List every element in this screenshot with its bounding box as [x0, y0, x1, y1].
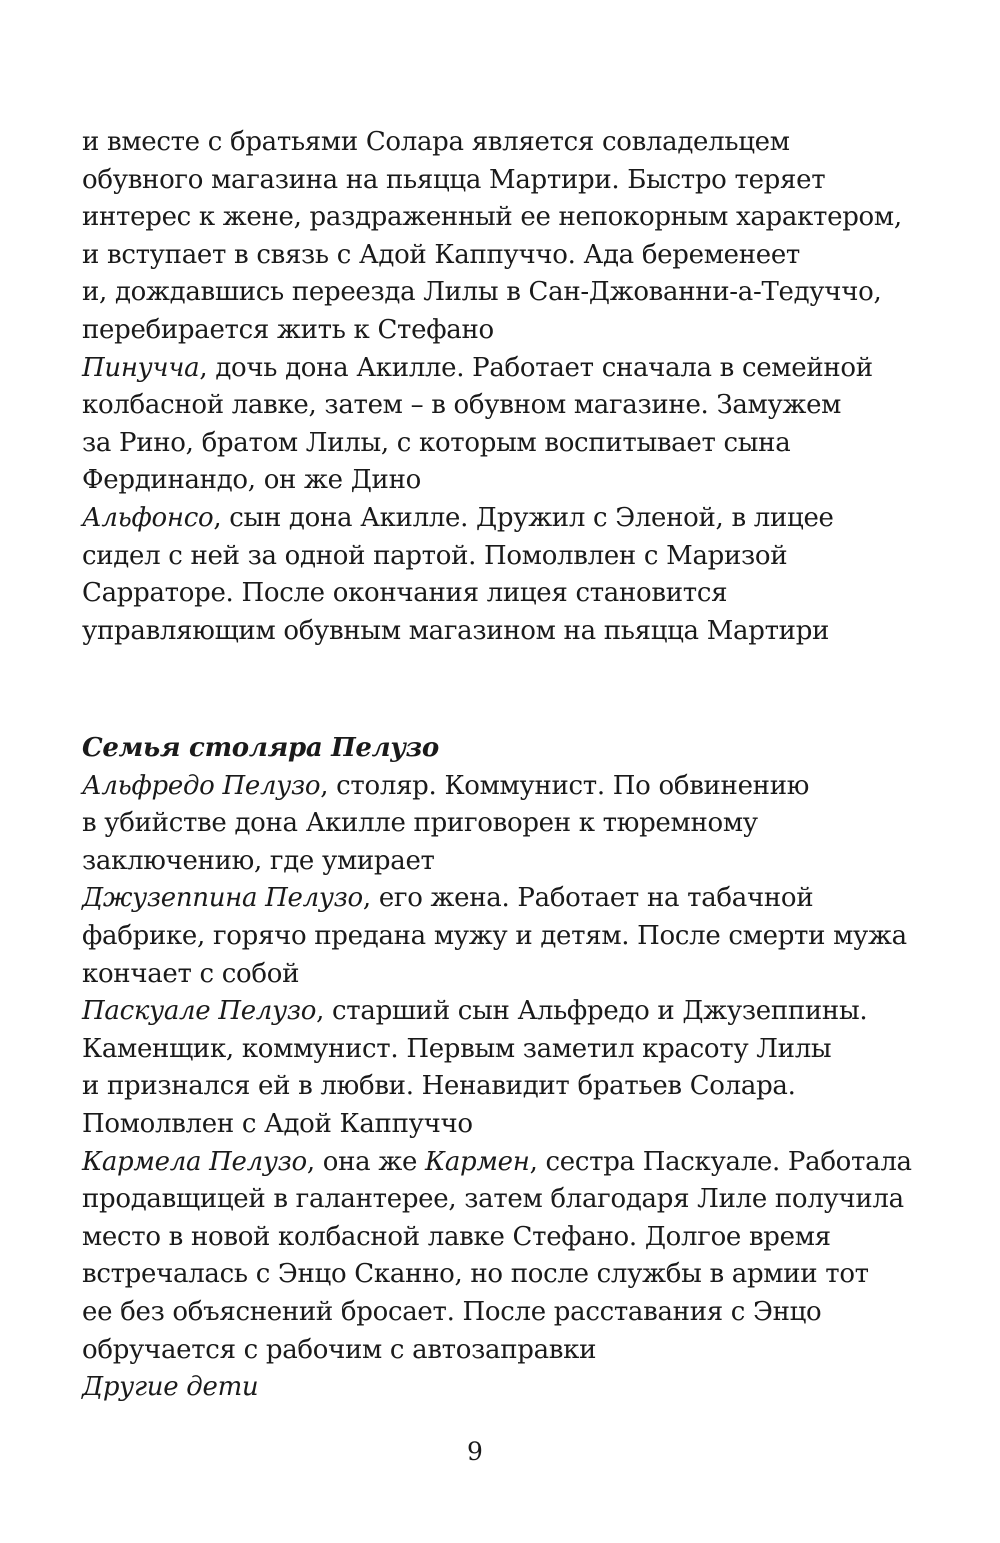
- text-line: встречалась с Энцо Сканно, но после службы в армии тот: [82, 1259, 869, 1290]
- text-line: колбасной лавке, затем – в обувном магазине. Замужем: [82, 390, 842, 421]
- character-description: , она же: [306, 1146, 426, 1177]
- character-description: , сестра Паскуале. Работала: [529, 1146, 912, 1177]
- text-line: Фердинандо, он же Дино: [82, 465, 421, 496]
- text-line: и вместе с братьями Солара является совладельцем: [82, 127, 790, 157]
- page-number: 9: [467, 1437, 483, 1466]
- character-description: , старший сын Альфредо и Джузеппины.: [316, 996, 868, 1027]
- text-line: обувного магазина на пьяцца Мартири. Быстро теряет: [82, 164, 826, 195]
- character-name: Джузеппина Пелузо: [82, 883, 363, 914]
- character-list-top: [82, 124, 912, 650]
- text-line: заключению, где умирает: [82, 845, 435, 876]
- character-entry-giuseppina: [82, 880, 912, 918]
- character-description: , дочь дона Акилле. Работает сначала в семейной: [199, 352, 873, 383]
- text-line: и, дождавшись переезда Лилы в Сан-Джованни-а-Тедуччо,: [82, 277, 882, 308]
- text-line: перебирается жить к Стефано: [82, 314, 494, 345]
- character-name: Паскуале Пелузо: [82, 996, 317, 1027]
- text-line: кончает с собой: [82, 958, 300, 989]
- text-line: место в новой колбасной лавке Стефано. Долгое время: [82, 1221, 831, 1252]
- character-description: , сын дона Акилле. Дружил с Эленой, в лицее: [213, 502, 834, 533]
- character-alias: Кармен: [425, 1146, 530, 1177]
- text-line: Каменщик, коммунист. Первым заметил красоту Лилы: [82, 1033, 832, 1064]
- character-entry-alfonso: [82, 500, 912, 538]
- text-line: ее без объяснений бросает. После расставания с Энцо: [82, 1296, 822, 1327]
- text-line: продавщицей в галантерее, затем благодаря Лиле получила: [82, 1184, 904, 1215]
- text-line: управляющим обувным магазином на пьяцца Мартири: [82, 615, 830, 646]
- text-line: за Рино, братом Лилы, с которым воспитывает сына: [82, 427, 791, 458]
- text-line: Сарраторе. После окончания лицея становится: [82, 578, 728, 609]
- character-name: Пинучча: [82, 352, 200, 383]
- text-line: интерес к жене, раздраженный ее непокорным характером,: [82, 202, 902, 233]
- character-entry-carmela: [82, 1144, 912, 1182]
- character-entry-alfredo: [82, 768, 912, 806]
- character-entry-other-children: Другие дети: [82, 1372, 259, 1403]
- text-line: фабрике, горячо предана мужу и детям. После смерти мужа: [82, 920, 907, 951]
- text-line: в убийстве дона Акилле приговорен к тюремному: [82, 808, 758, 839]
- section-heading: Семья столяра Пелузо: [82, 733, 439, 763]
- character-entry-pinuccia: [82, 350, 912, 388]
- text-line: и признался ей в любви. Ненавидит братьев Солара.: [82, 1071, 796, 1102]
- text-line: сидел с ней за одной партой. Помолвлен с Маризой: [82, 540, 788, 571]
- character-name: Кармела Пелузо: [82, 1146, 307, 1177]
- character-entry-pasquale: [82, 993, 912, 1031]
- character-list-peluso: [82, 730, 912, 1407]
- character-name: Альфредо Пелузо: [82, 770, 321, 801]
- character-name: Альфонсо: [82, 502, 214, 533]
- text-line: и вступает в связь с Адой Каппуччо. Ада беременеет: [82, 239, 800, 270]
- character-description: , его жена. Работает на табачной: [362, 883, 814, 914]
- character-description: , столяр. Коммунист. По обвинению: [320, 770, 810, 801]
- text-line: обручается с рабочим с автозаправки: [82, 1334, 597, 1365]
- text-line: Помолвлен с Адой Каппуччо: [82, 1108, 473, 1139]
